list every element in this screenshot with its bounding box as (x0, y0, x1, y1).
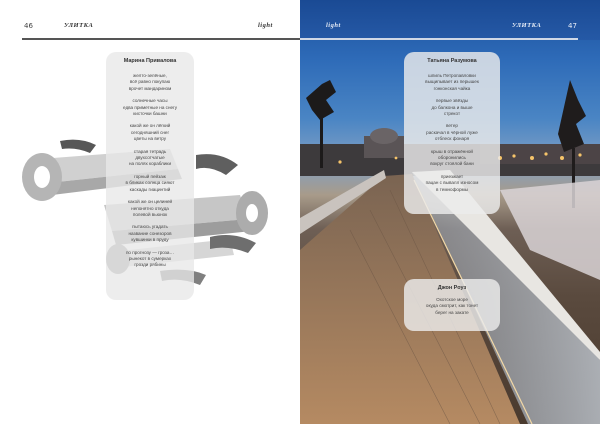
section-title: УЛИТКА (64, 22, 94, 29)
right-page (300, 0, 600, 424)
poem-stanza: крыш в отражённой оборонились вокруг стоялой бани (430, 148, 474, 167)
poem-author: Джон Роуз (437, 285, 467, 291)
left-page-header (0, 0, 300, 40)
right-page-header (300, 0, 600, 40)
poem-author: Марина Привалова (123, 58, 177, 64)
poem-stanza: по прогнозу — гроза… рынекот в сумерках грозди рябины (125, 249, 175, 268)
page-number: 46 (24, 22, 33, 30)
poem-panel-small (404, 279, 500, 331)
poem-stanza: желто-зелёные, всё равно покупаю врочет мандарином (128, 73, 172, 91)
poem-stanza: приезжает пацан с вывалл износом в темноформы (425, 173, 479, 192)
poem-stanza: старая тетрадь двухсотчатые на полях кораблики (128, 148, 172, 167)
running-head: light (326, 22, 341, 29)
poem-stanza: пытаюсь угадать название сонезоров кувшинки в пруду (128, 224, 172, 243)
poem-stanza: какой же он целиней непонятно откуда полевой вьюнок (127, 199, 173, 217)
poem-stanza: горный пейзаж в бликах солнца сияют каскады гиацинтий (125, 173, 175, 192)
poem-author: Татьяна Разумова (427, 58, 477, 64)
section-title: УЛИТКА (512, 22, 542, 29)
poem-stanza: солнечные часы едва приметные на снегу кисточки башни (122, 98, 178, 117)
poem-stanza: какой же он лёгкий сегодняшний снег цветы на ветру (129, 123, 171, 142)
poem-stanza: Охотское море окуда смотрит, как тонет берег на закате (425, 297, 479, 315)
running-head: light (258, 22, 273, 29)
poem-stanza: первые звёзды до балкона и выше стрекот (431, 98, 473, 117)
poem-panel (106, 52, 194, 300)
poem-stanza: ветер раскачал в чёрной луже отблеск фонаря (426, 123, 478, 142)
header-rule (300, 38, 578, 40)
header-rule (22, 38, 300, 40)
poem-stanza: шпиль Петропавловки выщипывает из перышек гонконская чайка (425, 73, 479, 91)
poem-panel (404, 52, 500, 214)
page-number: 47 (568, 22, 577, 30)
